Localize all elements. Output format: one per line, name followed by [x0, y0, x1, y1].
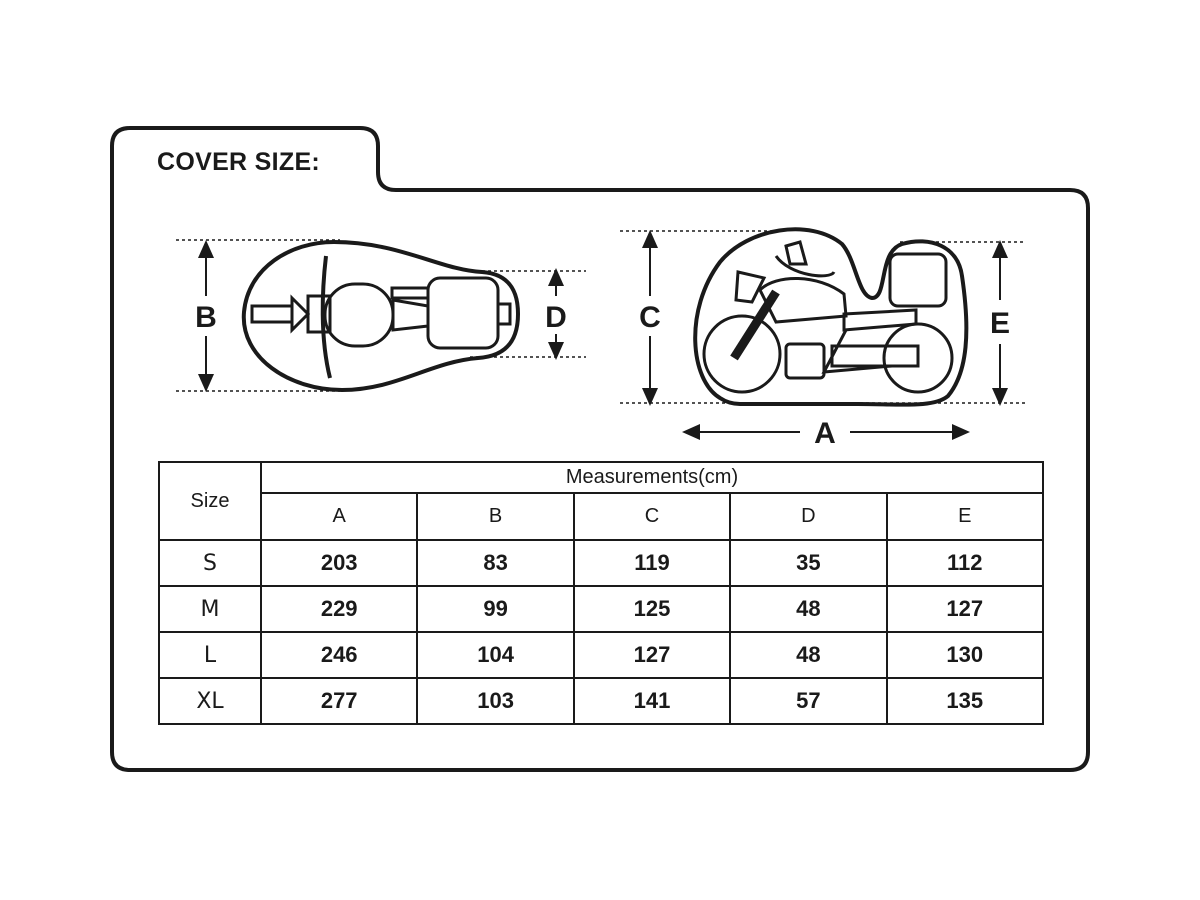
value-cell: 48	[730, 586, 886, 632]
side-view-diagram	[620, 229, 1026, 432]
value-cell: 277	[261, 678, 417, 724]
dimension-label-a: A	[814, 417, 836, 450]
table-row	[159, 632, 1043, 678]
value-cell: 48	[730, 632, 886, 678]
dimension-label-b: B	[195, 301, 217, 334]
dimension-label-e: E	[989, 307, 1011, 340]
value-cell: 127	[574, 632, 730, 678]
value-cell: 246	[261, 632, 417, 678]
size-cell: M	[159, 586, 261, 632]
table-row	[159, 586, 1043, 632]
value-cell: 57	[730, 678, 886, 724]
value-cell: 141	[574, 678, 730, 724]
top-view-diagram	[176, 240, 586, 391]
size-table	[158, 461, 1044, 725]
dimension-label-c: C	[639, 301, 661, 334]
value-cell: 135	[887, 678, 1043, 724]
size-header: Size	[159, 462, 261, 540]
value-cell: 229	[261, 586, 417, 632]
value-cell: 83	[417, 540, 573, 586]
column-header-e: E	[887, 493, 1043, 540]
value-cell: 130	[887, 632, 1043, 678]
size-cell: XL	[159, 678, 261, 724]
value-cell: 104	[417, 632, 573, 678]
value-cell: 99	[417, 586, 573, 632]
value-cell: 103	[417, 678, 573, 724]
dimension-label-d: D	[545, 301, 567, 334]
value-cell: 127	[887, 586, 1043, 632]
value-cell: 35	[730, 540, 886, 586]
table-row	[159, 678, 1043, 724]
column-header-c: C	[574, 493, 730, 540]
size-cell: L	[159, 632, 261, 678]
column-header-a: A	[261, 493, 417, 540]
column-header-b: B	[417, 493, 573, 540]
size-cell: S	[159, 540, 261, 586]
value-cell: 203	[261, 540, 417, 586]
table-row	[159, 540, 1043, 586]
value-cell: 125	[574, 586, 730, 632]
value-cell: 119	[574, 540, 730, 586]
column-header-d: D	[730, 493, 886, 540]
value-cell: 112	[887, 540, 1043, 586]
cover-size-title: COVER SIZE:	[157, 148, 321, 176]
measurements-header: Measurements(cm)	[261, 462, 1043, 493]
